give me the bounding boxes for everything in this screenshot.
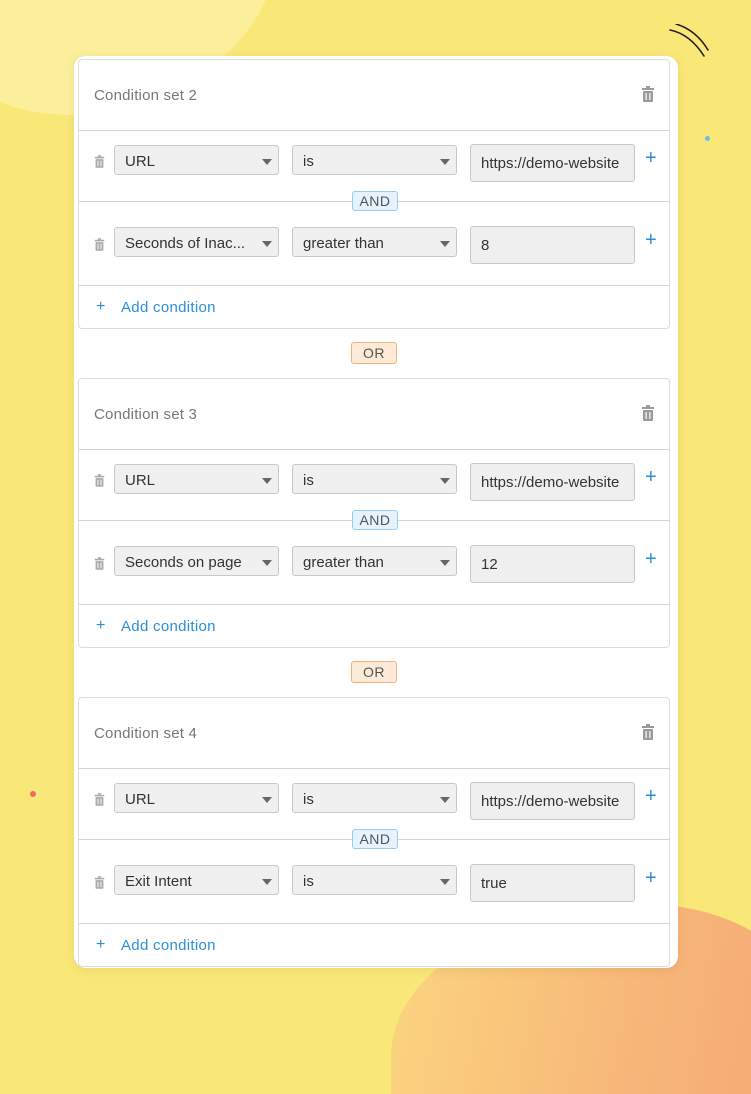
- operator-select-value: is: [303, 153, 314, 170]
- operator-select-value: is: [303, 873, 314, 890]
- add-condition-button[interactable]: [79, 605, 669, 649]
- plus-icon: +: [96, 298, 106, 315]
- operator-select-value: is: [303, 472, 314, 489]
- condition-set-title: Condition set 2: [94, 87, 198, 104]
- chevron-down-icon: [440, 879, 450, 885]
- condition-set: [78, 697, 670, 967]
- condition-row: [79, 202, 669, 286]
- operator-select[interactable]: [292, 145, 457, 175]
- condition-row: [79, 521, 669, 605]
- add-condition-label: Add condition: [121, 299, 216, 316]
- field-select[interactable]: [114, 464, 279, 494]
- operator-select[interactable]: [292, 227, 457, 257]
- chevron-down-icon: [262, 159, 272, 165]
- value-input[interactable]: 12: [470, 545, 635, 583]
- and-badge: AND: [352, 191, 398, 211]
- field-select[interactable]: [114, 227, 279, 257]
- add-row-plus-icon[interactable]: +: [645, 548, 657, 570]
- add-row-plus-icon[interactable]: +: [645, 147, 657, 169]
- operator-select[interactable]: [292, 546, 457, 576]
- or-badge: OR: [351, 342, 397, 364]
- trash-icon[interactable]: [94, 155, 105, 168]
- operator-select-value: greater than: [303, 235, 384, 252]
- value-input[interactable]: true: [470, 864, 635, 902]
- value-input[interactable]: https://demo-website: [470, 144, 635, 182]
- add-row-plus-icon[interactable]: +: [645, 785, 657, 807]
- and-badge: AND: [352, 510, 398, 530]
- and-badge: AND: [352, 829, 398, 849]
- field-select[interactable]: [114, 783, 279, 813]
- condition-sets-panel: [74, 56, 678, 968]
- operator-select-value: is: [303, 791, 314, 808]
- chevron-down-icon: [440, 159, 450, 165]
- trash-icon[interactable]: [94, 793, 105, 806]
- chevron-down-icon: [262, 879, 272, 885]
- field-select[interactable]: [114, 546, 279, 576]
- trash-icon[interactable]: [94, 474, 105, 487]
- value-input[interactable]: https://demo-website: [470, 782, 635, 820]
- field-select[interactable]: [114, 145, 279, 175]
- add-condition-button[interactable]: [79, 924, 669, 968]
- condition-row: [79, 840, 669, 924]
- condition-set: [78, 59, 670, 329]
- chevron-down-icon: [440, 478, 450, 484]
- plus-icon: +: [96, 936, 106, 953]
- chevron-down-icon: [440, 797, 450, 803]
- trash-icon[interactable]: [94, 238, 105, 251]
- or-badge: OR: [351, 661, 397, 683]
- condition-set-title: Condition set 4: [94, 725, 198, 742]
- value-input[interactable]: https://demo-website: [470, 463, 635, 501]
- condition-set-header: [79, 379, 669, 450]
- decorative-dot-red: [30, 791, 36, 797]
- trash-icon[interactable]: [641, 724, 655, 740]
- plus-icon: +: [96, 617, 106, 634]
- value-input[interactable]: 8: [470, 226, 635, 264]
- add-condition-button[interactable]: [79, 286, 669, 330]
- field-select[interactable]: [114, 865, 279, 895]
- field-select-value: Exit Intent: [125, 873, 192, 890]
- field-select-value: URL: [125, 153, 156, 170]
- chevron-down-icon: [440, 241, 450, 247]
- operator-select[interactable]: [292, 783, 457, 813]
- operator-select-value: greater than: [303, 554, 384, 571]
- condition-set: [78, 378, 670, 648]
- operator-select[interactable]: [292, 464, 457, 494]
- add-row-plus-icon[interactable]: +: [645, 229, 657, 251]
- chevron-down-icon: [440, 560, 450, 566]
- operator-select[interactable]: [292, 865, 457, 895]
- add-condition-label: Add condition: [121, 618, 216, 635]
- condition-set-title: Condition set 3: [94, 406, 198, 423]
- chevron-down-icon: [262, 560, 272, 566]
- decorative-dot-blue: [705, 136, 710, 141]
- trash-icon[interactable]: [641, 405, 655, 421]
- add-row-plus-icon[interactable]: +: [645, 867, 657, 889]
- add-condition-label: Add condition: [121, 937, 216, 954]
- field-select-value: URL: [125, 791, 156, 808]
- add-row-plus-icon[interactable]: +: [645, 466, 657, 488]
- chevron-down-icon: [262, 797, 272, 803]
- field-select-value: Seconds of Inac...: [125, 235, 246, 252]
- trash-icon[interactable]: [94, 876, 105, 889]
- chevron-down-icon: [262, 478, 272, 484]
- condition-set-header: [79, 60, 669, 131]
- field-select-value: Seconds on page: [125, 554, 242, 571]
- condition-set-header: [79, 698, 669, 769]
- field-select-value: URL: [125, 472, 156, 489]
- trash-icon[interactable]: [641, 86, 655, 102]
- chevron-down-icon: [262, 241, 272, 247]
- trash-icon[interactable]: [94, 557, 105, 570]
